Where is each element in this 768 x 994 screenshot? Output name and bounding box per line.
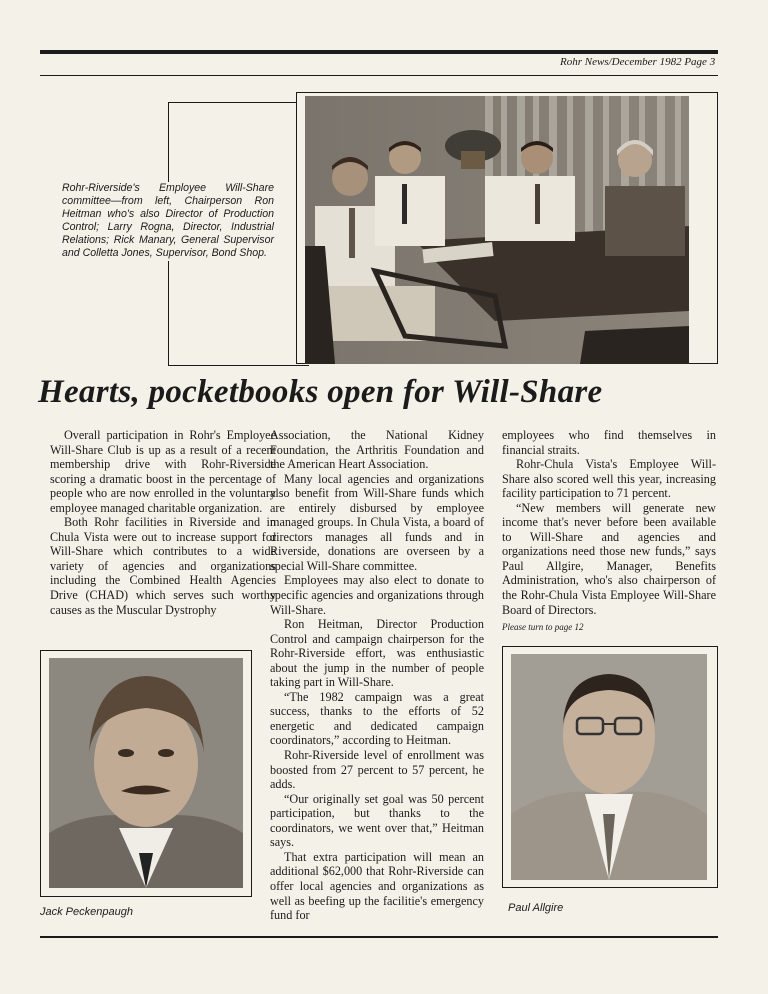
headline: Hearts, pocketbooks open for Will-Share [38,374,603,410]
article-column-1 [50,428,276,617]
left-portrait-name: Jack Peckenpaugh [40,906,133,918]
right-portrait-name: Paul Allgire [508,902,564,914]
paragraph: Association, the National Kidney Foundation, the Arthritis Foundation and the American Heart Association. [270,428,484,472]
top-rule [40,50,718,54]
paragraph: That extra participation will mean an additional $62,000 that Rohr-Riverside can offer local agencies and organizations as well as beefing up the facilitie's emergency fund for [270,849,484,923]
paragraph: “Our originally set goal was 50 percent participation, but thanks to the coordinators, we went over that,” Heitman says. [270,791,484,850]
paragraph: “New members will generate new income that's never before been available to Will-Share and agencies and organizations need those new funds,” says Paul Allgire, Manager, Benefits Administration, who's also chairperson of the Rohr-Chula Vista Employee Will-Share Board of Directors. [502,500,716,617]
group-photo [305,96,689,364]
paragraph: Rohr-Chula Vista's Employee Will-Share also scored well this year, increasing facility participation to 71 percent. [502,457,716,501]
paragraph: employees who find themselves in financial straits. [502,428,716,457]
paragraph: Many local agencies and organizations also benefit from Will-Share funds which are entirely disbursed by employee managed groups. In Chula Vista, a board of directors manages all funds and in Riverside, donations are overseen by a special Will-Share committee. [270,471,484,573]
paragraph: Employees may also elect to donate to specific agencies and organizations through Will-Share. [270,573,484,617]
paragraph: “The 1982 campaign was a great success, thanks to the efforts of 52 energetic and dedicated campaign coordinators,” according to Heitman. [270,689,484,748]
top-thin-rule [40,75,718,76]
masthead: Rohr News/December 1982 Page 3 [560,56,716,68]
group-photo-caption: Rohr-Riverside's Employee Will-Share committee—from left, Chairperson Ron Heitman who's also Director of Production Control; Larry Rogna, Director, Industrial Relations; Rick Manary, General Supervisor and Colletta Jones, Supervisor, Bond Shop. [62,182,274,260]
paragraph: Ron Heitman, Director Production Control and campaign chairperson for the Rohr-Riverside effort, was enthusiastic about the jump in the number of people taking part in Will-Share. [270,617,484,690]
paragraph: Both Rohr facilities in Riverside and in Chula Vista were out to increase support for Will-Share which contributes to a wide variety of agencies and organizations including the Combined Health Agencies Drive (CHAD) which serves such worthy causes as the Muscular Dystrophy [50,515,276,617]
right-portrait [511,654,707,880]
paragraph: Overall participation in Rohr's Employee Will-Share Club is up as a result of a recent membership drive with Rohr-Riverside scoring a dramatic boost in the percentage of people who are now enrolled in the voluntary employee managed charitable organization. [50,428,276,515]
article-column-3 [502,428,716,635]
article-column-2 [270,428,484,923]
left-portrait [49,658,243,888]
paragraph: Rohr-Riverside level of enrollment was boosted from 27 percent to 57 percent, he adds. [270,748,484,792]
turn-page-note: Please turn to page 12 [502,622,584,633]
bottom-rule [40,936,718,938]
